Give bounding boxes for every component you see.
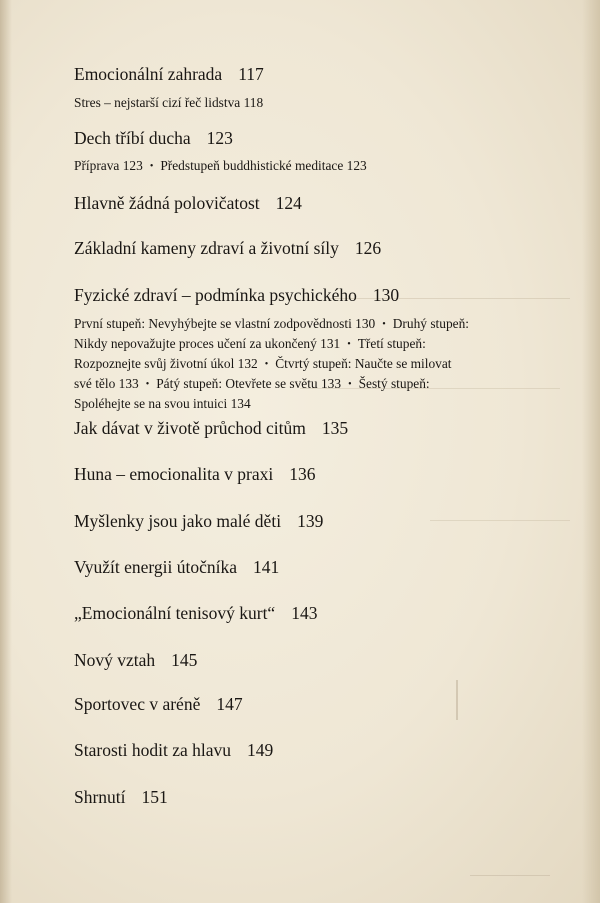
chapter-title: Emocionální zahrada [74,64,223,84]
chapter-title: Huna – emocionalita v praxi [74,464,274,484]
toc-chapter [74,787,168,808]
chapter-page: 123 [206,128,233,148]
chapter-page: 141 [252,557,280,577]
chapter-page: 147 [216,694,243,714]
subsection-text: Třetí stupeň: [357,336,426,351]
bullet-separator: • [145,379,150,390]
toc-chapter [74,511,323,532]
bleed-through-line [430,520,570,521]
chapter-title: Dech tříbí ducha [74,128,191,148]
chapter-title: Základní kameny zdraví a životní síly [74,238,339,258]
subsection-text: První stupeň: Nevyhýbejte se vlastní zodpovědnosti 130 [74,316,376,331]
chapter-title: Jak dávat v životě průchod citům [74,418,306,438]
subsection-text: Šestý stupeň: [358,376,430,391]
chapter-title: Myšlenky jsou jako malé děti [74,511,282,531]
chapter-title: Sportovec v aréně [74,694,201,714]
chapter-page: 151 [141,787,168,807]
chapter-page: 130 [372,285,400,305]
toc-chapter [74,740,273,761]
toc-chapter [74,557,279,578]
chapter-page: 139 [297,511,324,531]
bullet-separator: • [149,161,154,172]
chapter-page: 136 [289,464,316,484]
subsection-text: své tělo 133 [74,376,139,391]
toc-chapter [74,418,348,439]
page-scratch-mark [470,875,550,876]
subsection-text: Rozpoznejte svůj životní úkol 132 [74,356,258,371]
bullet-separator: • [348,379,352,390]
subsection-line [74,314,469,334]
chapter-title: Starosti hodit za hlavu [74,740,231,760]
toc-chapter [74,64,264,85]
subsection-line [74,334,469,354]
chapter-title: Shrnutí [74,787,126,807]
chapter-page: 149 [247,740,274,760]
chapter-title: Nový vztah [74,650,156,670]
chapter-title: Fyzické zdraví – podmínka psychického [74,285,357,305]
toc-subsection: Stres – nejstarší cizí řeč lidstva 118 [74,95,264,110]
bullet-separator: • [347,339,351,350]
toc-chapter [74,238,381,259]
chapter-title: Využít energii útočníka [74,557,237,577]
toc-chapter [74,464,316,485]
subsection-line [74,394,469,413]
chapter-page: 135 [321,418,349,438]
subsection-text: Druhý stupeň: [392,316,470,331]
chapter-title: „Emocionální tenisový kurt“ [74,603,276,623]
subsection-line [74,354,469,374]
chapter-page: 145 [171,650,198,670]
subsection-text: Příprava 123 [74,158,143,173]
toc-chapter [74,128,233,149]
toc-chapter [74,650,197,671]
toc-chapter [74,285,399,306]
subsection-text: Pátý stupeň: Otevřete se světu 133 [156,376,342,391]
bullet-separator: • [264,359,269,370]
subsection-text: Nikdy nepovažujte proces učení za ukončený 131 [74,336,341,351]
chapter-page: 143 [291,603,318,623]
chapter-page: 124 [275,193,302,213]
chapter-page: 126 [354,238,382,258]
page-scratch-mark [456,680,458,720]
page-edge-shadow-right [582,0,600,903]
toc-chapter [74,193,302,214]
page-edge-shadow-left [0,0,12,903]
chapter-title: Hlavně žádná polovičatost [74,193,260,213]
toc-subsection-block [74,314,469,413]
chapter-page: 117 [238,64,264,84]
subsection-text: Čtvrtý stupeň: Naučte se milovat [275,356,452,371]
subsection-line [74,374,469,394]
toc-chapter [74,694,243,715]
subsection-text: Spoléhejte se na svou intuici 134 [74,396,251,411]
subsection-text: Předstupeň buddhistické meditace 123 [160,158,367,173]
toc-subsection [74,156,367,176]
bullet-separator: • [382,319,386,330]
toc-chapter [74,603,317,624]
